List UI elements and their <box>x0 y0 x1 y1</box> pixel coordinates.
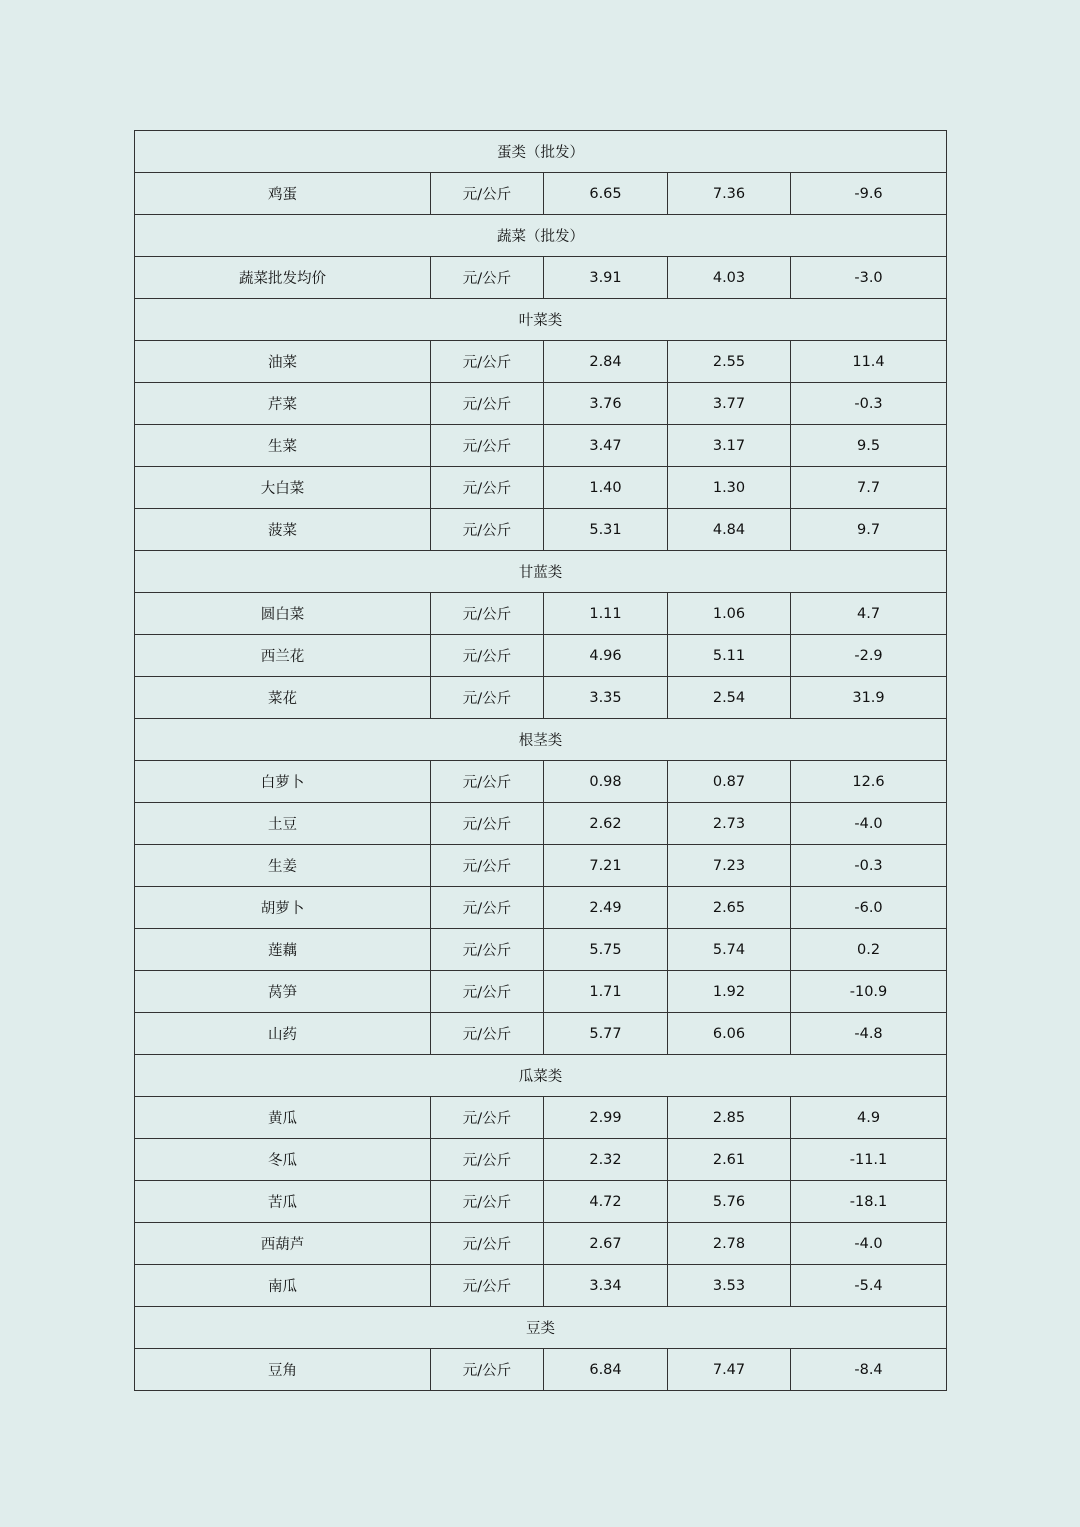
change-percent-cell: -0.3 <box>791 845 947 887</box>
unit-cell: 元/公斤 <box>431 383 544 425</box>
table-row <box>135 761 947 803</box>
table-row <box>135 971 947 1013</box>
current-price-cell: 1.40 <box>544 467 668 509</box>
change-percent-cell: 0.2 <box>791 929 947 971</box>
item-name-cell: 生菜 <box>135 425 431 467</box>
table-row <box>135 803 947 845</box>
item-name-cell: 油菜 <box>135 341 431 383</box>
current-price-cell: 0.98 <box>544 761 668 803</box>
change-percent-cell: 9.7 <box>791 509 947 551</box>
unit-cell: 元/公斤 <box>431 887 544 929</box>
current-price-cell: 2.99 <box>544 1097 668 1139</box>
unit-cell: 元/公斤 <box>431 1181 544 1223</box>
category-header-row <box>135 131 947 173</box>
previous-price-cell: 7.23 <box>668 845 791 887</box>
change-percent-cell: -11.1 <box>791 1139 947 1181</box>
category-label: 豆类 <box>135 1307 947 1349</box>
unit-cell: 元/公斤 <box>431 761 544 803</box>
table-row <box>135 1097 947 1139</box>
category-label: 甘蓝类 <box>135 551 947 593</box>
change-percent-cell: -18.1 <box>791 1181 947 1223</box>
change-percent-cell: -4.8 <box>791 1013 947 1055</box>
current-price-cell: 2.84 <box>544 341 668 383</box>
table-row <box>135 1265 947 1307</box>
previous-price-cell: 0.87 <box>668 761 791 803</box>
current-price-cell: 5.31 <box>544 509 668 551</box>
previous-price-cell: 4.84 <box>668 509 791 551</box>
previous-price-cell: 1.92 <box>668 971 791 1013</box>
previous-price-cell: 1.30 <box>668 467 791 509</box>
table-row <box>135 1181 947 1223</box>
unit-cell: 元/公斤 <box>431 1349 544 1391</box>
item-name-cell: 土豆 <box>135 803 431 845</box>
item-name-cell: 豆角 <box>135 1349 431 1391</box>
current-price-cell: 5.75 <box>544 929 668 971</box>
change-percent-cell: -4.0 <box>791 1223 947 1265</box>
item-name-cell: 白萝卜 <box>135 761 431 803</box>
category-label: 根茎类 <box>135 719 947 761</box>
change-percent-cell: 4.9 <box>791 1097 947 1139</box>
current-price-cell: 6.84 <box>544 1349 668 1391</box>
item-name-cell: 山药 <box>135 1013 431 1055</box>
item-name-cell: 蔬菜批发均价 <box>135 257 431 299</box>
unit-cell: 元/公斤 <box>431 1013 544 1055</box>
table-row <box>135 425 947 467</box>
item-name-cell: 莲藕 <box>135 929 431 971</box>
current-price-cell: 3.35 <box>544 677 668 719</box>
price-table <box>134 130 947 1391</box>
current-price-cell: 6.65 <box>544 173 668 215</box>
item-name-cell: 西兰花 <box>135 635 431 677</box>
unit-cell: 元/公斤 <box>431 467 544 509</box>
current-price-cell: 3.34 <box>544 1265 668 1307</box>
item-name-cell: 菜花 <box>135 677 431 719</box>
unit-cell: 元/公斤 <box>431 1265 544 1307</box>
change-percent-cell: 4.7 <box>791 593 947 635</box>
unit-cell: 元/公斤 <box>431 971 544 1013</box>
previous-price-cell: 4.03 <box>668 257 791 299</box>
unit-cell: 元/公斤 <box>431 845 544 887</box>
unit-cell: 元/公斤 <box>431 1139 544 1181</box>
table-row <box>135 845 947 887</box>
item-name-cell: 冬瓜 <box>135 1139 431 1181</box>
previous-price-cell: 2.73 <box>668 803 791 845</box>
change-percent-cell: -6.0 <box>791 887 947 929</box>
table-row <box>135 1223 947 1265</box>
change-percent-cell: -3.0 <box>791 257 947 299</box>
table-row <box>135 635 947 677</box>
unit-cell: 元/公斤 <box>431 1097 544 1139</box>
item-name-cell: 鸡蛋 <box>135 173 431 215</box>
previous-price-cell: 2.61 <box>668 1139 791 1181</box>
table-row <box>135 257 947 299</box>
item-name-cell: 莴笋 <box>135 971 431 1013</box>
table-row <box>135 467 947 509</box>
change-percent-cell: -2.9 <box>791 635 947 677</box>
previous-price-cell: 5.74 <box>668 929 791 971</box>
unit-cell: 元/公斤 <box>431 1223 544 1265</box>
table-row <box>135 593 947 635</box>
current-price-cell: 2.49 <box>544 887 668 929</box>
unit-cell: 元/公斤 <box>431 257 544 299</box>
item-name-cell: 圆白菜 <box>135 593 431 635</box>
item-name-cell: 菠菜 <box>135 509 431 551</box>
unit-cell: 元/公斤 <box>431 803 544 845</box>
category-header-row <box>135 1055 947 1097</box>
change-percent-cell: -0.3 <box>791 383 947 425</box>
previous-price-cell: 2.65 <box>668 887 791 929</box>
current-price-cell: 3.47 <box>544 425 668 467</box>
table-row <box>135 677 947 719</box>
unit-cell: 元/公斤 <box>431 593 544 635</box>
previous-price-cell: 5.76 <box>668 1181 791 1223</box>
category-label: 叶菜类 <box>135 299 947 341</box>
current-price-cell: 1.71 <box>544 971 668 1013</box>
change-percent-cell: -9.6 <box>791 173 947 215</box>
category-header-row <box>135 551 947 593</box>
price-table-body <box>135 131 947 1391</box>
current-price-cell: 4.72 <box>544 1181 668 1223</box>
previous-price-cell: 1.06 <box>668 593 791 635</box>
category-header-row <box>135 1307 947 1349</box>
price-table-page <box>134 130 946 1391</box>
category-header-row <box>135 215 947 257</box>
category-label: 蛋类（批发） <box>135 131 947 173</box>
change-percent-cell: -4.0 <box>791 803 947 845</box>
unit-cell: 元/公斤 <box>431 929 544 971</box>
category-label: 蔬菜（批发） <box>135 215 947 257</box>
current-price-cell: 3.76 <box>544 383 668 425</box>
item-name-cell: 芹菜 <box>135 383 431 425</box>
table-row <box>135 1139 947 1181</box>
current-price-cell: 5.77 <box>544 1013 668 1055</box>
current-price-cell: 1.11 <box>544 593 668 635</box>
unit-cell: 元/公斤 <box>431 341 544 383</box>
previous-price-cell: 3.17 <box>668 425 791 467</box>
previous-price-cell: 7.36 <box>668 173 791 215</box>
current-price-cell: 2.62 <box>544 803 668 845</box>
table-row <box>135 1349 947 1391</box>
change-percent-cell: 11.4 <box>791 341 947 383</box>
table-row <box>135 929 947 971</box>
table-row <box>135 509 947 551</box>
current-price-cell: 2.67 <box>544 1223 668 1265</box>
current-price-cell: 3.91 <box>544 257 668 299</box>
previous-price-cell: 2.54 <box>668 677 791 719</box>
table-row <box>135 341 947 383</box>
table-row <box>135 887 947 929</box>
unit-cell: 元/公斤 <box>431 677 544 719</box>
previous-price-cell: 3.53 <box>668 1265 791 1307</box>
change-percent-cell: -10.9 <box>791 971 947 1013</box>
previous-price-cell: 2.85 <box>668 1097 791 1139</box>
previous-price-cell: 7.47 <box>668 1349 791 1391</box>
table-row <box>135 173 947 215</box>
previous-price-cell: 2.78 <box>668 1223 791 1265</box>
category-header-row <box>135 299 947 341</box>
item-name-cell: 苦瓜 <box>135 1181 431 1223</box>
change-percent-cell: 31.9 <box>791 677 947 719</box>
change-percent-cell: 9.5 <box>791 425 947 467</box>
previous-price-cell: 6.06 <box>668 1013 791 1055</box>
category-label: 瓜菜类 <box>135 1055 947 1097</box>
previous-price-cell: 3.77 <box>668 383 791 425</box>
category-header-row <box>135 719 947 761</box>
unit-cell: 元/公斤 <box>431 635 544 677</box>
unit-cell: 元/公斤 <box>431 425 544 467</box>
item-name-cell: 胡萝卜 <box>135 887 431 929</box>
current-price-cell: 7.21 <box>544 845 668 887</box>
table-row <box>135 383 947 425</box>
item-name-cell: 黄瓜 <box>135 1097 431 1139</box>
unit-cell: 元/公斤 <box>431 173 544 215</box>
change-percent-cell: 7.7 <box>791 467 947 509</box>
previous-price-cell: 2.55 <box>668 341 791 383</box>
item-name-cell: 大白菜 <box>135 467 431 509</box>
current-price-cell: 2.32 <box>544 1139 668 1181</box>
change-percent-cell: 12.6 <box>791 761 947 803</box>
item-name-cell: 西葫芦 <box>135 1223 431 1265</box>
table-row <box>135 1013 947 1055</box>
change-percent-cell: -8.4 <box>791 1349 947 1391</box>
item-name-cell: 生姜 <box>135 845 431 887</box>
current-price-cell: 4.96 <box>544 635 668 677</box>
unit-cell: 元/公斤 <box>431 509 544 551</box>
item-name-cell: 南瓜 <box>135 1265 431 1307</box>
previous-price-cell: 5.11 <box>668 635 791 677</box>
change-percent-cell: -5.4 <box>791 1265 947 1307</box>
